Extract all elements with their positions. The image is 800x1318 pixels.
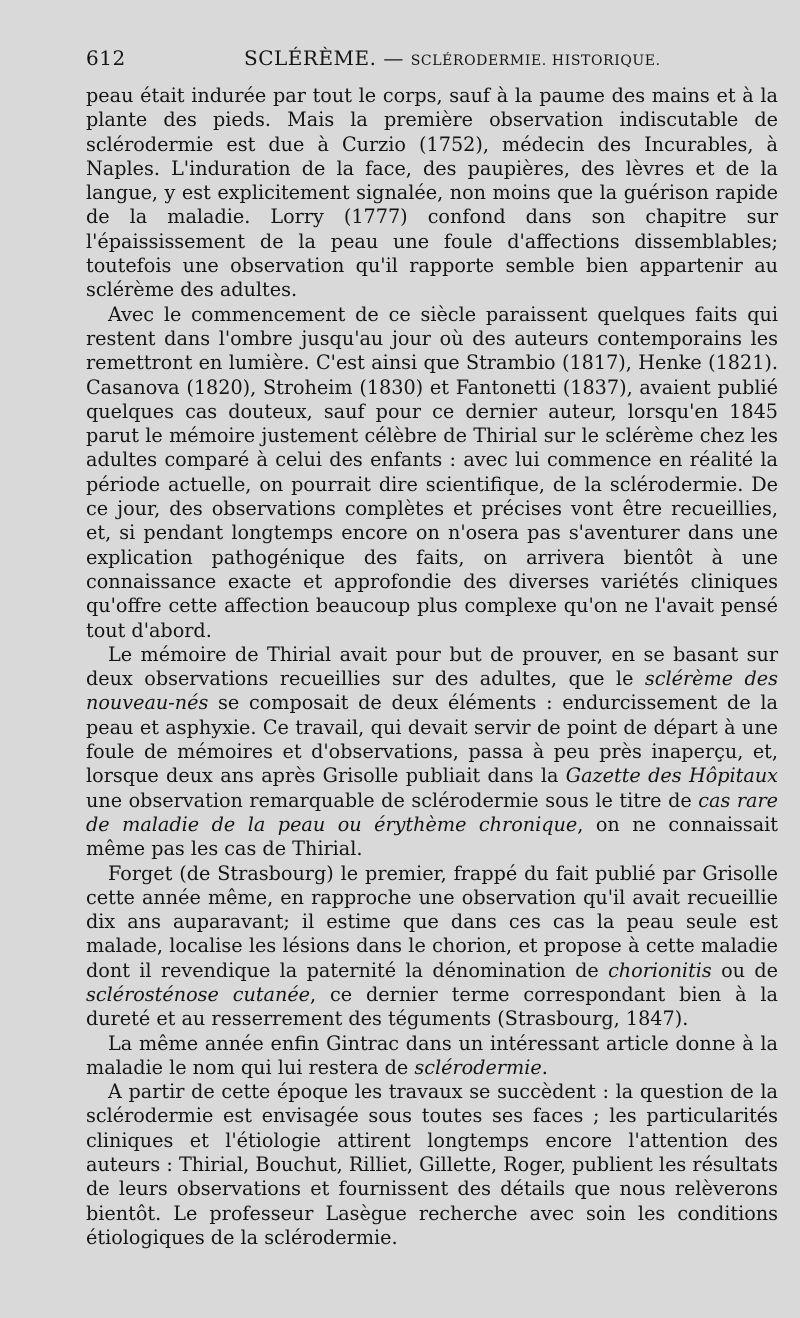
text-segment: une observation remarquable de sclérodermie sous le titre de [86, 788, 699, 812]
text-segment: , ce dernier terme correspondant bien à la dureté et au resserrement des téguments (Strasbourg, 1847). [86, 982, 778, 1031]
text-segment: ou de [711, 958, 778, 982]
text-segment: . [541, 1055, 548, 1079]
body-text [86, 84, 778, 1250]
page-number: 612 [86, 46, 126, 70]
italic-text: sclérosténose cutanée [86, 982, 311, 1006]
text-segment: A partir de cette époque les travaux se succèdent : la question de la sclérodermie est envisagée sous toutes ses faces ; les particularités cliniques et l'étiologie attirent longtemps encore l'attention des auteurs : Thirial, Bouchut, Rilliet, Gillette, Roger, publient les résultats de leurs observations et fournissent des détails que nous relèverons bientôt. Le professeur Lasègue recherche avec soin les conditions étiologiques de la sclérodermie. [86, 1080, 778, 1249]
running-head-title: SCLÉRÈME. [244, 46, 377, 70]
text-segment: , on ne connaissait même pas les cas de Thirial. [86, 812, 779, 861]
text-segment: peau était indurée par tout le corps, sauf à la paume des mains et à la plante des pieds. Mais la première observation indiscutable de sclérodermie est due à Curzio (1752), médecin des Incurables, à Naples. L'induration de la face, des paupières, des lèvres et de la langue, y est explicitement signalée, non moins que la guérison rapide de la maladie. Lorry (1777) confond dans son chapitre sur l'épaississement de la peau une foule d'affections dissemblables; toutefois une observation qu'il rapporte semble bien appartenir au sclérème des adultes. [86, 84, 778, 302]
italic-text: cas rare de maladie de la peau ou érythème chronique [86, 788, 778, 836]
paragraph [86, 862, 778, 1032]
text-segment: Forget (de Strasbourg) le premier, frappé du fait publié par Grisolle cette année même, en rapproche une observation qu'il avait recueillie dix ans auparavant; il estime que dans ces cas la peau seule est malade, localise les lésions dans le chorion, et propose à cette maladie dont il revendique la paternité la dénomination de [86, 861, 778, 982]
text-segment: se composait de deux éléments : endurcissement de la peau et asphyxie. Ce travail, qui devait servir de point de départ à une foule de mémoires et d'observations, passa à peu près inaperçu, et, lorsque deux ans après Grisolle publiait dans la [86, 691, 778, 788]
paragraph [86, 1080, 778, 1250]
italic-text: chorionitis [608, 958, 712, 982]
text-segment: Le mémoire de Thirial avait pour but de prouver, en se basant sur deux observations recueillies sur des adultes, que le [86, 642, 778, 691]
page-header [86, 46, 778, 84]
italic-text: Gazette des Hôpitaux [565, 764, 779, 788]
italic-text: sclérodermie [414, 1055, 542, 1079]
italic-text: sclérème des nouveau-nés [86, 667, 778, 715]
paragraph [86, 1032, 778, 1081]
paragraph [86, 303, 778, 643]
running-head-subtitle: SCLÉRODERMIE. HISTORIQUE. [410, 53, 661, 69]
paragraph [86, 84, 778, 303]
running-head [244, 46, 661, 70]
text-segment: La même année enfin Gintrac dans un intéressant article donne à la maladie le nom qui lui restera de [86, 1031, 778, 1079]
paragraph [86, 643, 778, 862]
running-head-dash: — [376, 46, 411, 70]
text-segment: Avec le commencement de ce siècle paraissent quelques faits qui restent dans l'ombre jusqu'au jour où des auteurs contemporains les remettront en lumière. C'est ainsi que Strambio (1817), Henke (1821). Casanova (1820), Stroheim (1830) et Fantonetti (1837), avaient publié quelques cas douteux, sauf pour ce dernier auteur, lorsqu'en 1845 parut le mémoire justement célèbre de Thirial sur le sclérème chez les adultes comparé à celui des enfants : avec lui commence en réalité la période actuelle, on pourrait dire scientifique, de la sclérodermie. De ce jour, des observations complètes et précises vont être recueillies, et, si pendant longtemps encore on n'osera pas s'aventurer dans une explication pathogénique des faits, on arrivera bientôt à une connaissance exacte et approfondie des diverses variétés cliniques qu'offre cette affection beaucoup plus complexe qu'on ne l'avait pensé tout d'abord. [86, 302, 778, 642]
